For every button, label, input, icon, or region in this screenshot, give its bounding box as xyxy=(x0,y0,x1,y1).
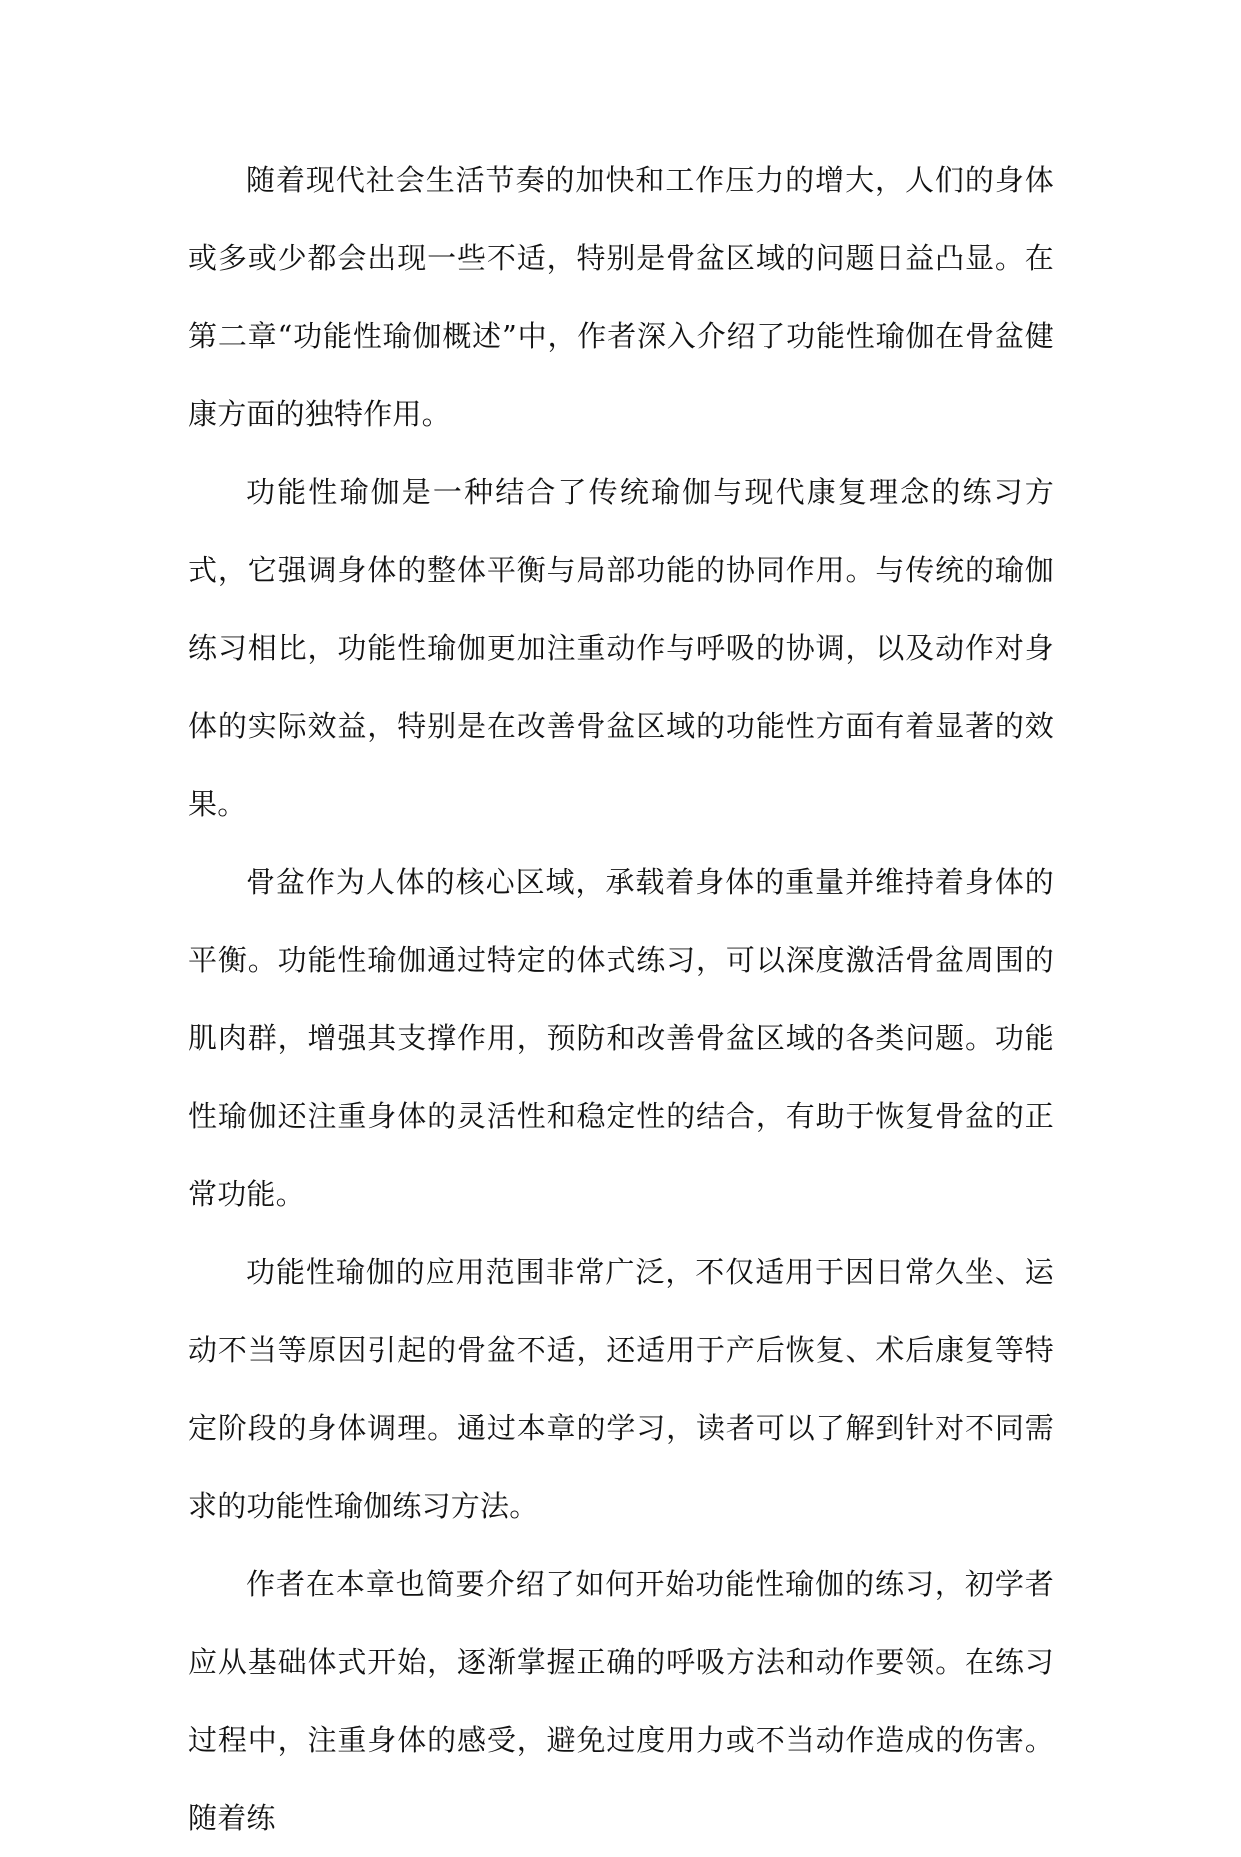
paragraph-1: 随着现代社会生活节奏的加快和工作压力的增大，人们的身体或多或少都会出现一些不适，特别是骨盆区域的问题日益凸显。在第二章“功能性瑜伽概述”中，作者深入介绍了功能性瑜伽在骨盆健康方面的独特作用。 xyxy=(188,163,1054,431)
body-text xyxy=(188,141,1054,1857)
paragraph-2: 功能性瑜伽是一种结合了传统瑜伽与现代康复理念的练习方式，它强调身体的整体平衡与局部功能的协同作用。与传统的瑜伽练习相比，功能性瑜伽更加注重动作与呼吸的协调，以及动作对身体的实际效益，特别是在改善骨盆区域的功能性方面有着显著的效果。 xyxy=(188,475,1054,821)
paragraph-4: 功能性瑜伽的应用范围非常广泛，不仅适用于因日常久坐、运动不当等原因引起的骨盆不适，还适用于产后恢复、术后康复等特定阶段的身体调理。通过本章的学习，读者可以了解到针对不同需求的功能性瑜伽练习方法。 xyxy=(188,1255,1054,1523)
paragraph-3: 骨盆作为人体的核心区域，承载着身体的重量并维持着身体的平衡。功能性瑜伽通过特定的体式练习，可以深度激活骨盆周围的肌肉群，增强其支撑作用，预防和改善骨盆区域的各类问题。功能性瑜伽还注重身体的灵活性和稳定性的结合，有助于恢复骨盆的正常功能。 xyxy=(188,865,1054,1211)
paragraph-5: 作者在本章也简要介绍了如何开始功能性瑜伽的练习，初学者应从基础体式开始，逐渐掌握正确的呼吸方法和动作要领。在练习过程中，注重身体的感受，避免过度用力或不当动作造成的伤害。随着练 xyxy=(188,1567,1054,1835)
